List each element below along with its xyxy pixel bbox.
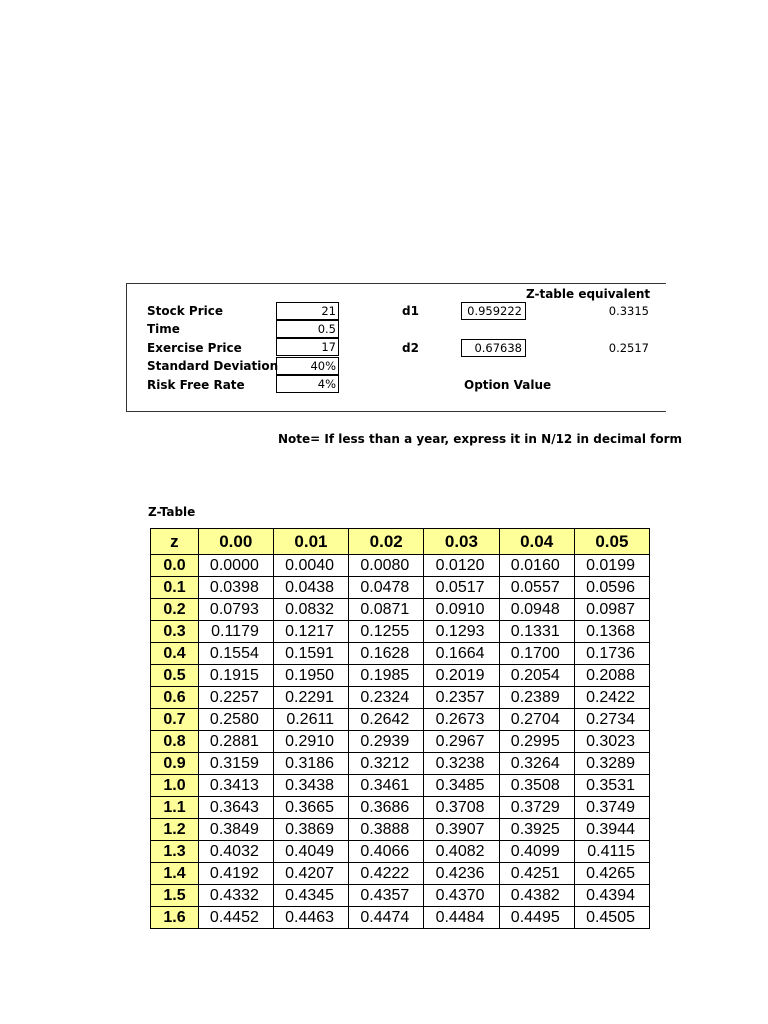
z-table-cell: 0.2881 [198,731,273,753]
standard-deviation-input[interactable]: 40% [276,357,339,375]
d1-label: d1 [402,304,419,318]
z-table-cell: 0.3849 [198,819,273,841]
z-table-cell: 0.4495 [499,907,574,929]
z-table-cell: 0.0517 [424,577,499,599]
z-table-cell: 0.1179 [198,621,273,643]
z-table-cell: 0.4192 [198,863,273,885]
z-table-cell: 0.3023 [574,731,649,753]
z-table-cell: 0.3413 [198,775,273,797]
z-table-cell: 0.4452 [198,907,273,929]
z-row-label: 0.3 [151,621,199,643]
time-label: Time [147,322,180,336]
z-table-cell: 0.2291 [273,687,348,709]
z-table-cell: 0.3888 [349,819,424,841]
z-table-column-header: 0.04 [499,529,574,555]
z-table-cell: 0.1293 [424,621,499,643]
table-row [151,797,650,819]
z-table-cell: 0.3749 [574,797,649,819]
table-row [151,665,650,687]
z-table-cell: 0.2389 [499,687,574,709]
z-table-cell: 0.3665 [273,797,348,819]
z-table-cell: 0.2088 [574,665,649,687]
z-table-cell: 0.1664 [424,643,499,665]
z-row-label: 0.9 [151,753,199,775]
option-value-label: Option Value [464,378,552,392]
z-table-cell: 0.0793 [198,599,273,621]
z-table-cell: 0.0199 [574,555,649,577]
z-table-cell: 0.2995 [499,731,574,753]
d1-z-equivalent: 0.3315 [608,304,649,318]
stock-price-input[interactable]: 21 [276,302,339,320]
z-table-cell: 0.2642 [349,709,424,731]
z-table-cell: 0.3686 [349,797,424,819]
z-table-cell: 0.1217 [273,621,348,643]
exercise-price-label: Exercise Price [147,341,242,355]
z-table-cell: 0.1985 [349,665,424,687]
z-row-label: 0.6 [151,687,199,709]
z-table-cell: 0.4370 [424,885,499,907]
z-table-cell: 0.4207 [273,863,348,885]
z-table-cell: 0.2580 [198,709,273,731]
z-table-cell: 0.2324 [349,687,424,709]
z-table-cell: 0.4251 [499,863,574,885]
z-row-label: 0.0 [151,555,199,577]
z-table-cell: 0.3264 [499,753,574,775]
z-table-cell: 0.3944 [574,819,649,841]
z-table-column-header: 0.01 [273,529,348,555]
table-row [151,577,650,599]
z-row-label: 0.4 [151,643,199,665]
z-table-cell: 0.0080 [349,555,424,577]
z-table-cell: 0.4463 [273,907,348,929]
z-table-cell: 0.3289 [574,753,649,775]
z-table-cell: 0.4115 [574,841,649,863]
z-table-cell: 0.0040 [273,555,348,577]
z-table-cell: 0.4382 [499,885,574,907]
z-table-cell: 0.0871 [349,599,424,621]
z-table-cell: 0.3438 [273,775,348,797]
table-row [151,555,650,577]
d2-z-equivalent: 0.2517 [608,341,649,355]
z-row-label: 0.5 [151,665,199,687]
z-table-cell: 0.2967 [424,731,499,753]
z-table-cell: 0.3643 [198,797,273,819]
table-row [151,643,650,665]
table-row [151,599,650,621]
z-table-header-row [151,529,650,555]
z-table-cell: 0.1591 [273,643,348,665]
z-table-cell: 0.3531 [574,775,649,797]
z-table-cell: 0.3485 [424,775,499,797]
table-row [151,621,650,643]
z-table-title: Z-Table [148,505,196,519]
z-table-cell: 0.0596 [574,577,649,599]
z-table-cell: 0.1331 [499,621,574,643]
z-table-cell: 0.2611 [273,709,348,731]
z-table-column-header: 0.03 [424,529,499,555]
z-table-cell: 0.4082 [424,841,499,863]
z-row-label: 1.5 [151,885,199,907]
z-table-cell: 0.0398 [198,577,273,599]
z-table-cell: 0.1950 [273,665,348,687]
z-table-cell: 0.1368 [574,621,649,643]
z-table-cell: 0.4236 [424,863,499,885]
z-table-cell: 0.3708 [424,797,499,819]
z-table-column-header: 0.05 [574,529,649,555]
z-table-cell: 0.4265 [574,863,649,885]
table-row [151,885,650,907]
z-row-label: 1.4 [151,863,199,885]
z-table-cell: 0.1736 [574,643,649,665]
z-table-cell: 0.4032 [198,841,273,863]
z-table-cell: 0.4332 [198,885,273,907]
z-table-cell: 0.4049 [273,841,348,863]
z-table-cell: 0.3907 [424,819,499,841]
d2-value: 0.67638 [461,339,526,357]
z-row-label: 0.7 [151,709,199,731]
time-input[interactable]: 0.5 [276,320,339,338]
z-row-label: 1.0 [151,775,199,797]
z-table-cell: 0.2257 [198,687,273,709]
z-table-cell: 0.4484 [424,907,499,929]
z-table-cell: 0.3159 [198,753,273,775]
z-table-cell: 0.4099 [499,841,574,863]
z-table-cell: 0.1700 [499,643,574,665]
z-table-cell: 0.3869 [273,819,348,841]
table-row [151,775,650,797]
table-row [151,863,650,885]
z-table-cell: 0.4222 [349,863,424,885]
z-table-cell: 0.4345 [273,885,348,907]
stock-price-label: Stock Price [147,304,223,318]
z-table-cell: 0.0438 [273,577,348,599]
table-row [151,709,650,731]
z-table-cell: 0.1255 [349,621,424,643]
risk-free-rate-input[interactable]: 4% [276,375,339,393]
z-table-cell: 0.0120 [424,555,499,577]
z-table-cell: 0.0910 [424,599,499,621]
table-row [151,819,650,841]
z-table-cell: 0.3729 [499,797,574,819]
z-table-cell: 0.2422 [574,687,649,709]
z-table-cell: 0.3461 [349,775,424,797]
z-table-cell: 0.0478 [349,577,424,599]
exercise-price-input[interactable]: 17 [276,338,339,356]
z-row-label: 0.1 [151,577,199,599]
z-table-cell: 0.1915 [198,665,273,687]
z-table-cell: 0.3508 [499,775,574,797]
standard-deviation-label: Standard Deviation [147,359,279,373]
z-table-cell: 0.0987 [574,599,649,621]
z-table-cell: 0.2939 [349,731,424,753]
z-table-cell: 0.4066 [349,841,424,863]
z-table-column-header: 0.02 [349,529,424,555]
z-table-cell: 0.3238 [424,753,499,775]
z-table-cell: 0.0000 [198,555,273,577]
z-table-cell: 0.0832 [273,599,348,621]
z-row-label: 1.6 [151,907,199,929]
table-row [151,753,650,775]
z-table-cell: 0.2019 [424,665,499,687]
z-table-cell: 0.2910 [273,731,348,753]
risk-free-rate-label: Risk Free Rate [147,378,245,392]
z-row-label: 0.8 [151,731,199,753]
z-table-cell: 0.4474 [349,907,424,929]
z-table-cell: 0.2704 [499,709,574,731]
z-table-cell: 0.2357 [424,687,499,709]
z-table [150,528,650,929]
z-row-label: 1.3 [151,841,199,863]
z-row-label: 0.2 [151,599,199,621]
z-table-cell: 0.3212 [349,753,424,775]
z-table-cell: 0.1554 [198,643,273,665]
z-table-cell: 0.2734 [574,709,649,731]
z-table-viewport [150,528,650,943]
table-row [151,687,650,709]
table-row [151,731,650,753]
z-row-label: 1.1 [151,797,199,819]
z-column-header: z [151,529,199,555]
z-table-cell: 0.2673 [424,709,499,731]
z-table-cell: 0.1628 [349,643,424,665]
d2-label: d2 [402,341,419,355]
z-table-cell: 0.2054 [499,665,574,687]
z-table-cell: 0.0557 [499,577,574,599]
table-row [151,907,650,929]
z-table-cell: 0.3925 [499,819,574,841]
z-table-column-header: 0.00 [198,529,273,555]
d1-value: 0.959222 [461,302,526,320]
z-table-cell: 0.0160 [499,555,574,577]
z-table-cell: 0.0948 [499,599,574,621]
note-text: Note= If less than a year, express it in N/12 in decimal form [278,432,683,446]
z-table-equivalent-header: Z-table equivalent [526,287,651,301]
z-table-cell: 0.4394 [574,885,649,907]
table-row [151,841,650,863]
z-table-cell: 0.3186 [273,753,348,775]
z-row-label: 1.2 [151,819,199,841]
z-table-cell: 0.4505 [574,907,649,929]
z-table-cell: 0.4357 [349,885,424,907]
